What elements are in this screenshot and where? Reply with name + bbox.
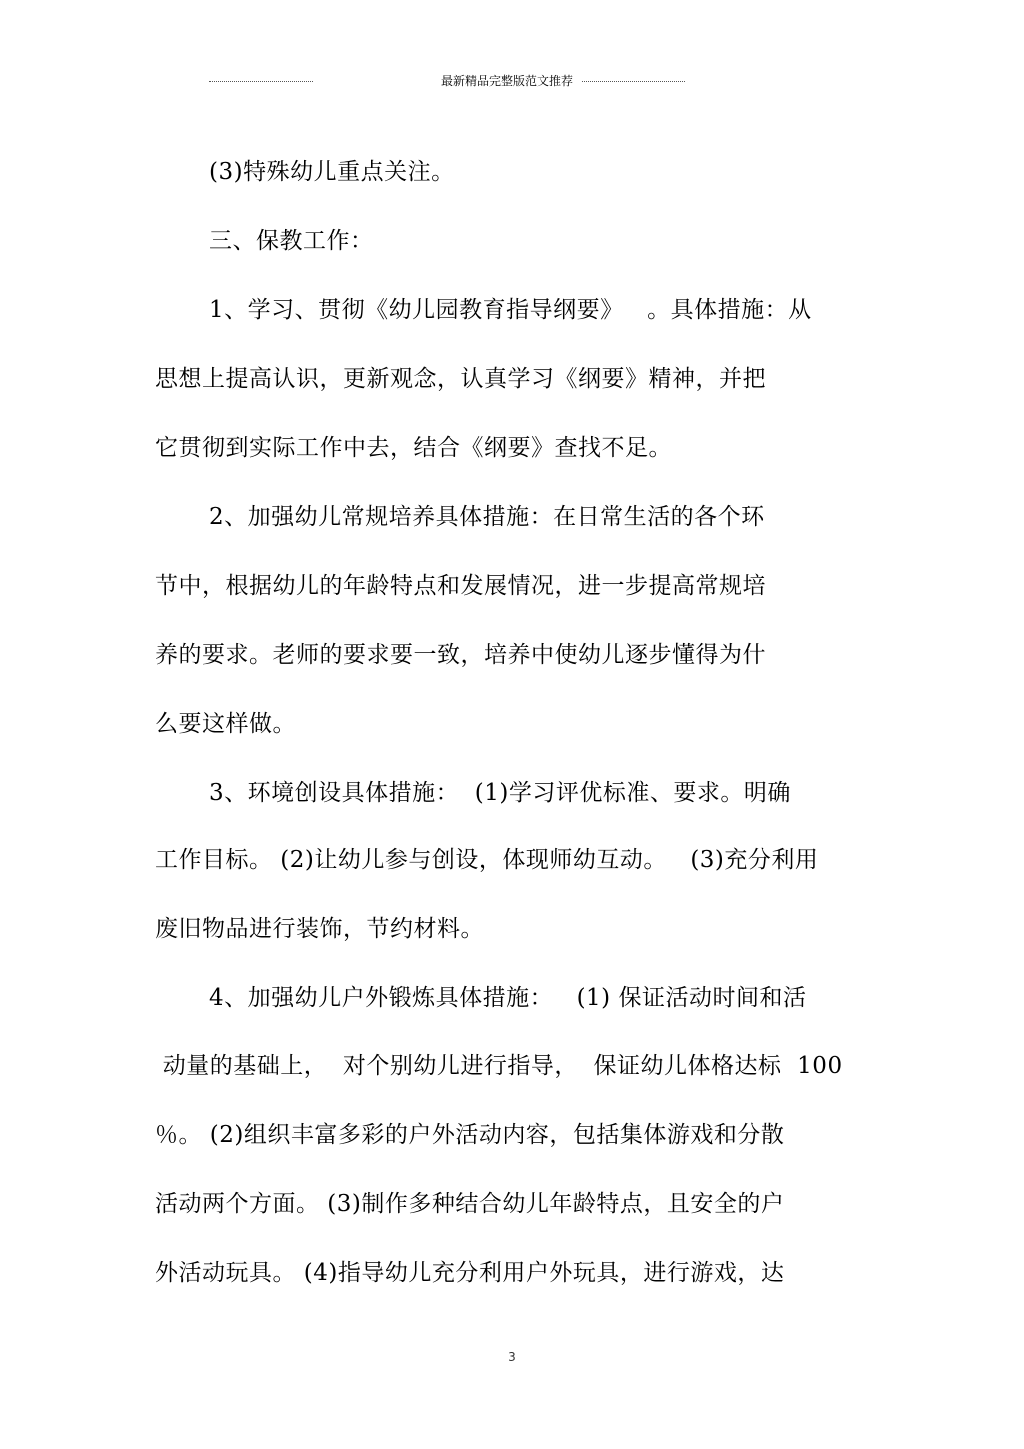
body-line: 养的要求。老师的要求要一致，培养中使幼儿逐步懂得为什 [155, 642, 766, 668]
body-line: (3)特殊幼儿重点关注。 [209, 159, 455, 185]
body-line: 工作目标。 (2)让幼儿参与创设，体现师幼互动。 (3)充分利用 [155, 847, 819, 873]
body-line: 4、加强幼儿户外锻炼具体措施： (1) 保证活动时间和活 [209, 985, 807, 1011]
body-line: 废旧物品进行装饰，节约材料。 [155, 916, 484, 942]
body-line: 2、加强幼儿常规培养具体措施：在日常生活的各个环 [209, 504, 765, 530]
body-line: 1、学习、贯彻《幼儿园教育指导纲要》 。具体措施：从 [209, 297, 812, 323]
page-header [0, 73, 1024, 89]
section-heading: 三、保教工作： [209, 228, 374, 254]
body-line: 它贯彻到实际工作中去，结合《纲要》查找不足。 [155, 435, 672, 461]
body-line: 节中，根据幼儿的年龄特点和发展情况，进一步提高常规培 [155, 573, 766, 599]
header-title: 最新精品完整版范文推荐 [441, 74, 574, 88]
header-rule-right [582, 81, 685, 82]
body-line: 活动两个方面。 (3)制作多种结合幼儿年龄特点，且安全的户 [155, 1191, 785, 1217]
body-line: 思想上提高认识，更新观念，认真学习《纲要》精神，并把 [155, 366, 766, 392]
body-line: 外活动玩具。 (4)指导幼儿充分利用户外玩具，进行游戏，达 [155, 1260, 785, 1286]
body-line: 么要这样做。 [155, 711, 296, 737]
header-rule-left [209, 81, 313, 82]
body-line: ％。 (2)组织丰富多彩的户外活动内容，包括集体游戏和分散 [155, 1122, 785, 1148]
body-line: 动量的基础上， 对个别幼儿进行指导， 保证幼儿体格达标 100 [155, 1053, 843, 1079]
body-line: 3、环境创设具体措施： (1)学习评优标准、要求。明确 [209, 780, 791, 806]
page-number: 3 [508, 1350, 516, 1364]
